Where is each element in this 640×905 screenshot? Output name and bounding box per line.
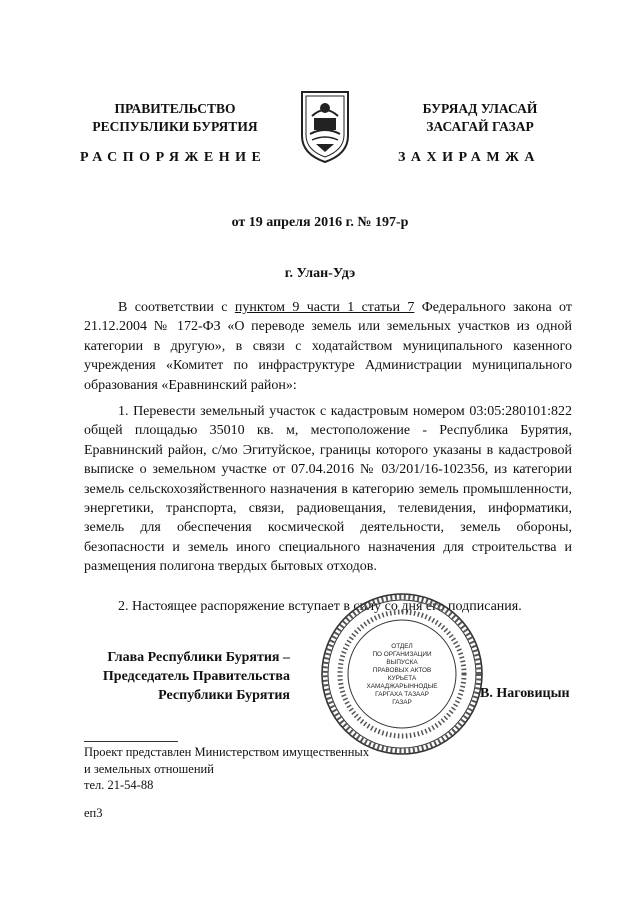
seal-text-line: КУРЬЕТА [387, 675, 417, 682]
footer-code: еп3 [84, 806, 103, 820]
clause-1-paragraph: 1. Перевести земельный участок с кадастровым номером 03:05:280101:822 общей площадью 35010 кв. м, местоположение - Республика Бурятия, Еравнинский район, с/мо Эгитуйское, границы которого указаны в кадастровой выписке о земельном участке от 07.04.2016 № 03/201/16-102356, из категории земель сельскохозяйственного назначения в категорию земель промышленности, энергетики, транспорта, связи, радиовещания, телевидения, информатики, земель для обеспечения космической деятельности, земель обороны, безопасности и земель иного специального назначения для строительства и размещения полигона твердых бытовых отходов. [84, 404, 572, 575]
footer-divider [84, 741, 178, 742]
footer-phone: тел. 21-54-88 [84, 778, 154, 792]
clause-2-paragraph: 2. Настоящее распоряжение вступает в силу со дня его подписания. [118, 599, 522, 614]
org-name-bua-line2: ЗАСАГАЙ ГАЗАР [426, 119, 534, 134]
official-seal-stamp [318, 590, 486, 758]
document-date-number: от 19 апреля 2016 г. № 197-р [231, 215, 409, 230]
seal-text-line: ОТДЕЛ [391, 643, 413, 650]
signatory-name: В. Наговицын [480, 686, 570, 701]
seal-text-line: ПРАВОВЫХ АКТОВ [372, 667, 432, 674]
footer-line2: и земельных отношений [84, 761, 214, 776]
signatory-title-line3: Республики Бурятия [158, 688, 290, 703]
doc-kind-bua: ЗАХИРАМЖА [398, 150, 541, 165]
seal-text-line: ХАМАДЖАРЫННОДЫЕ [366, 683, 438, 690]
org-name-bua-line1: БУРЯАД УЛАСАЙ [422, 101, 538, 116]
coat-of-arms-icon [298, 86, 352, 164]
footer-note [84, 744, 369, 794]
seal-text-line: ВЫПУСКА [386, 659, 418, 666]
signatory-title-line1: Глава Республики Бурятия – [107, 650, 290, 665]
org-name-ru-line2: РЕСПУБЛИКИ БУРЯТИЯ [92, 119, 258, 134]
header-right [370, 100, 590, 136]
seal-text-line: ГАРГАХА ТАЗААР [375, 691, 429, 698]
header-left [60, 100, 290, 136]
preamble-suffix: Федерального закона от 21.12.2004 № 172-ФЗ «О переводе земель или земельных участков из одной категории в другую», в связи с ходатайством муниципального казенного учреждения «Комитет по инфраструктуре Администрации муниципального образования «Еравнинский район»: [84, 300, 572, 393]
org-name-ru-line1: ПРАВИТЕЛЬСТВО [114, 101, 236, 116]
footer-line1: Проект представлен Министерством имущественных [84, 745, 370, 759]
signatory-title [60, 648, 290, 705]
seal-text-line: ПО ОРГАНИЗАЦИИ [372, 651, 432, 658]
doc-kind-ru: РАСПОРЯЖЕНИЕ [80, 150, 267, 165]
document-city: г. Улан-Удэ [284, 266, 356, 281]
law-reference-link[interactable]: пунктом 9 части 1 статьи 7 [234, 300, 415, 315]
signatory-title-line2: Председатель Правительства [102, 669, 290, 684]
preamble-paragraph [84, 298, 572, 395]
preamble-prefix: В соответствии с [118, 300, 235, 315]
seal-text-line: ГАЗАР [392, 699, 412, 706]
